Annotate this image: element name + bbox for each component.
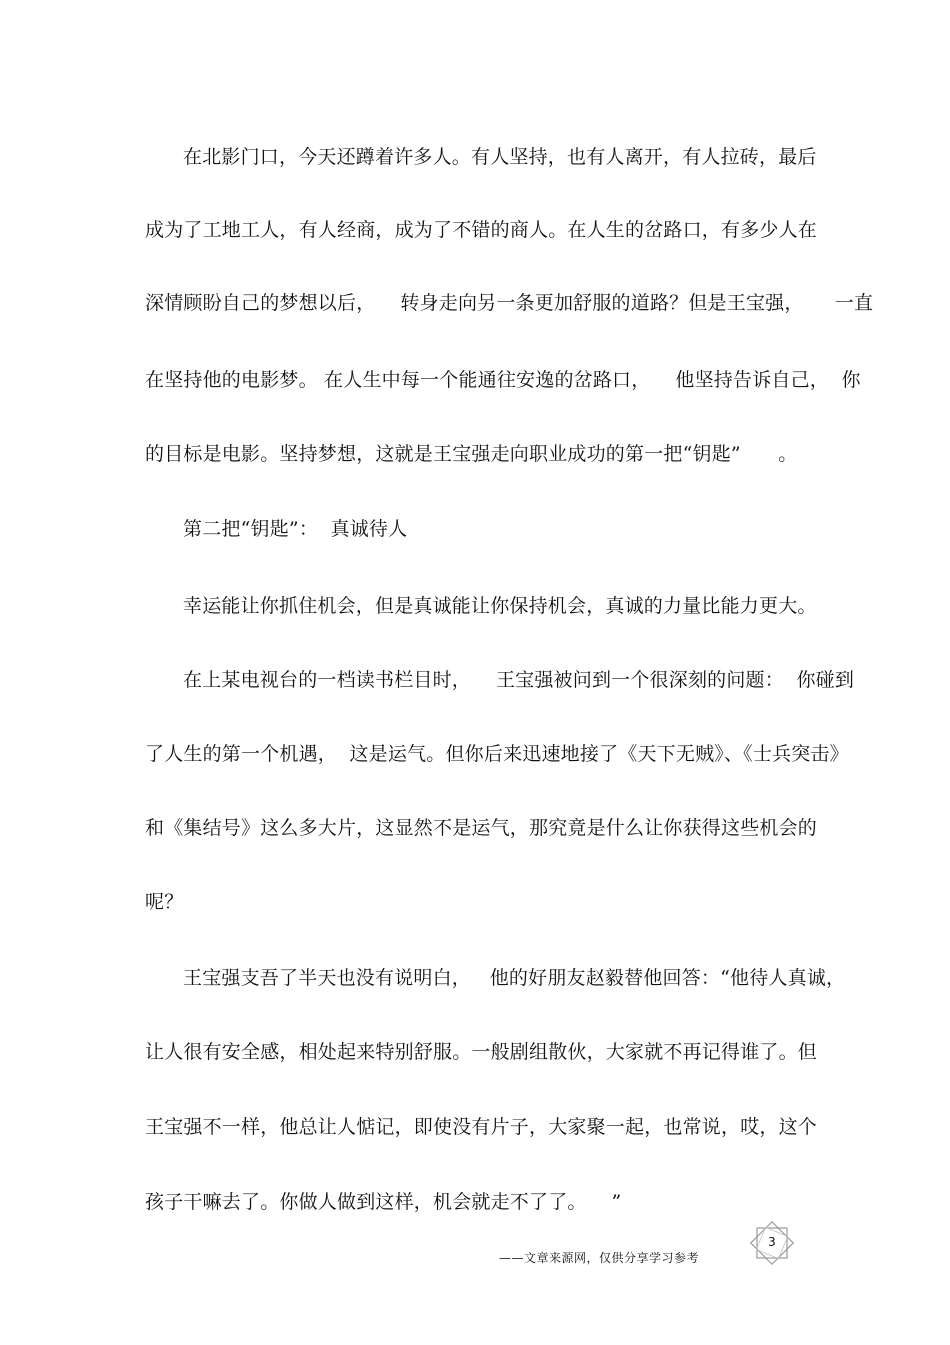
text-line-5: 的目标是电影。坚持梦想，这就是王宝强走向职业成功的第一把“钥匙” 。 bbox=[145, 443, 798, 465]
source-note: ——文章来源网，仅供分享学习参考 bbox=[499, 1251, 700, 1265]
text-line-2: 成为了工地工人，有人经商，成为了不错的商人。在人生的岔路口，有多少人在 bbox=[145, 219, 818, 241]
text-line-13: 让人很有安全感，相处起来特别舒服。一般剧组散伙，大家就不再记得谁了。但 bbox=[145, 1041, 818, 1063]
text-line-3: 深情顾盼自己的梦想以后， 转身走向另一条更加舒服的道路？但是王宝强， 一直 bbox=[145, 292, 874, 314]
page-number: 3 bbox=[768, 1235, 776, 1249]
text-line-11: 呢？ bbox=[145, 891, 184, 913]
text-line-8: 在上某电视台的一档读书栏目时， 王宝强被问到一个很深刻的问题： 你碰到 bbox=[183, 669, 855, 691]
text-line-7: 幸运能让你抓住机会，但是真诚能让你保持机会，真诚的力量比能力更大。 bbox=[183, 595, 817, 617]
text-line-4: 在坚持他的电影梦。 在人生中每一个能通往安逸的岔路口， 他坚持告诉自己， 你 bbox=[145, 369, 861, 391]
text-line-9: 了人生的第一个机遇， 这是运气。但你后来迅速地接了《天下无贼》、《士兵突击》 bbox=[145, 743, 849, 765]
page-number-badge bbox=[749, 1220, 795, 1266]
text-line-14: 王宝强不一样，他总让人惦记，即使没有片子，大家聚一起，也常说，哎，这个 bbox=[145, 1116, 818, 1138]
text-line-12: 王宝强支吾了半天也没有说明白， 他的好朋友赵毅替他回答：“他待人真诚， bbox=[183, 967, 846, 989]
section-heading: 第二把“钥匙”： 真诚待人 bbox=[183, 518, 408, 540]
text-line-15: 孩子干嘛去了。你做人做到这样，机会就走不了了。 ” bbox=[145, 1191, 622, 1213]
text-line-1: 在北影门口，今天还蹲着许多人。有人坚持，也有人离开，有人拉砖，最后 bbox=[183, 146, 817, 168]
text-line-10: 和《集结号》这么多大片，这显然不是运气，那究竟是什么让你获得这些机会的 bbox=[145, 817, 818, 839]
